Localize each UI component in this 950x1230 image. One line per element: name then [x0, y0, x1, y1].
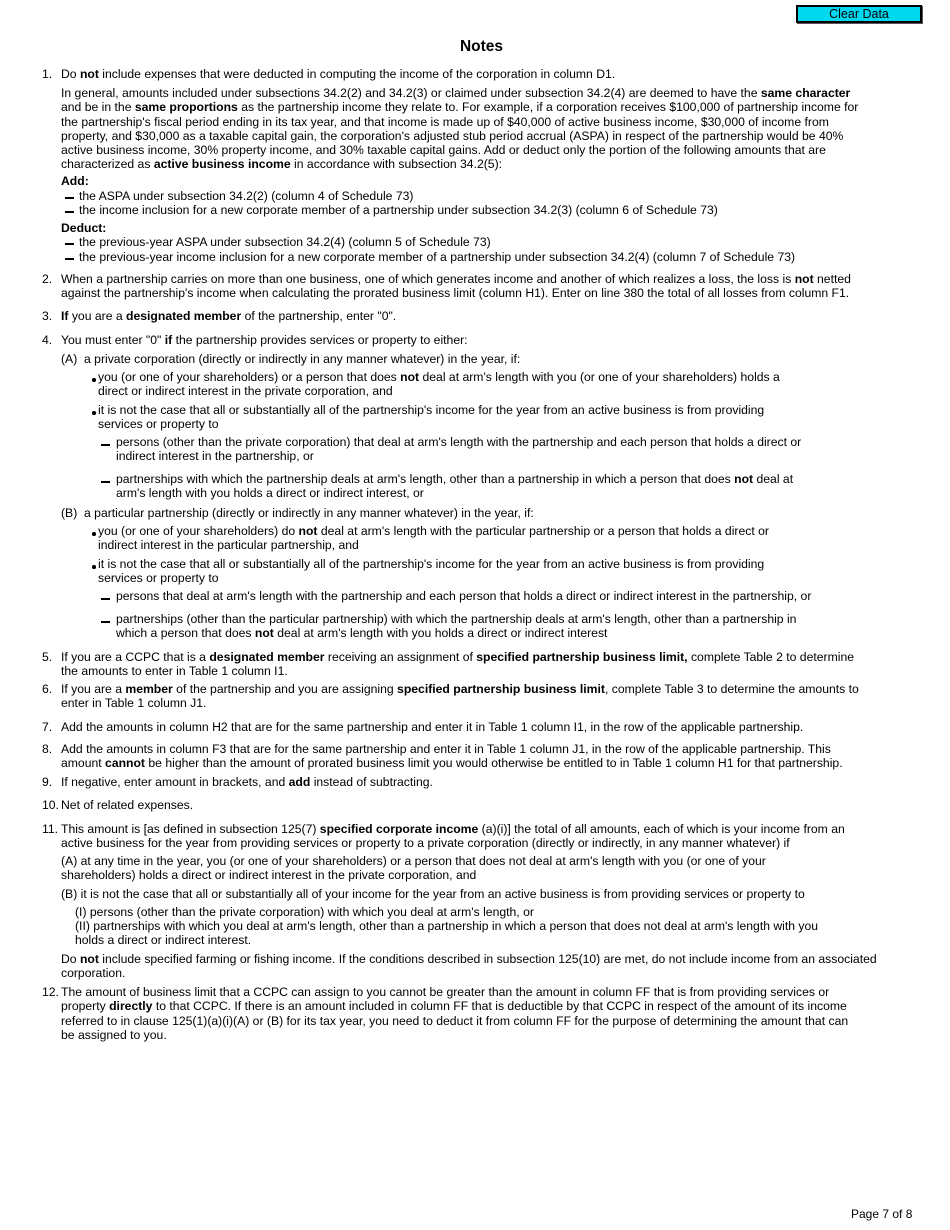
dash-marker — [65, 258, 74, 260]
note-number: 5. — [42, 650, 53, 664]
note-9-text: If negative, enter amount in brackets, and add instead of subtracting. — [61, 775, 433, 789]
note-1-paragraph: In general, amounts included under subsections 34.2(2) and 34.2(3) or claimed under subsection 34.2(4) are deemed to have the same character and be in the same proportions as the partnership income they relate to. For example, if a corporation receives $100,000 of partnership income for the partnership's fiscal period ending in its tax year, and that income is made up of $40,000 of active business income, $30,000 of income from property, and $30,000 as a taxable capital gain, the corporation's adjusted stub period accrual (ASPA) in respect of the partnership would be 40% active business income, 30% property income, and 30% taxable capital gains. Add or deduct only the portion of the following amounts that are characterized as active business income in accordance with subsection 34.2(5): — [61, 86, 859, 172]
note-number: 9. — [42, 775, 53, 789]
sub-text: a private corporation (directly or indirectly in any manner whatever) in the year, if: — [84, 352, 521, 366]
note-5-text: If you are a CCPC that is a designated member receiving an assignment of specified partnership business limit, complete Table 2 to determine the amounts to enter in Table 1 column I1. — [61, 650, 854, 679]
note-11-text: This amount is [as defined in subsection 125(7) specified corporate income (a)(i)] the total of all amounts, each of which is your income from an active business for the year from providing services or property to a private corporation (directly or indirectly, in any manner whatever) if — [61, 822, 845, 851]
note-number: 2. — [42, 272, 53, 286]
add-heading: Add: — [61, 174, 89, 188]
dash-marker — [65, 197, 74, 199]
note-number: 12. — [42, 985, 59, 999]
dash-item: persons that deal at arm's length with the partnership and each person that holds a direct or indirect interest in the partnership, or — [116, 589, 812, 603]
page-number: Page 7 of 8 — [851, 1207, 913, 1221]
sub-text: a particular partnership (directly or indirectly in any manner whatever) in the year, if: — [84, 506, 534, 520]
sub-label-a: (A) — [61, 352, 78, 366]
dash-item: persons (other than the private corporation) that deal at arm's length with the partnership and each person that holds a direct or indirect interest in the partnership, or — [116, 435, 802, 464]
note-number: 6. — [42, 682, 53, 696]
add-item: the income inclusion for a new corporate member of a partnership under subsection 34.2(3) (column 6 of Schedule 73) — [79, 203, 718, 217]
deduct-item: the previous-year income inclusion for a new corporate member of a partnership under subsection 34.2(4) (column 7 of Schedule 73) — [79, 250, 796, 264]
note-6-text: If you are a member of the partnership and you are assigning specified partnership business limit, complete Table 3 to determine the amounts to enter in Table 1 column J1. — [61, 682, 859, 711]
note-11-subclause-i: (I) persons (other than the private corporation) with which you deal at arm's length, or — [75, 905, 534, 919]
dash-marker — [65, 211, 74, 213]
bullet-item: you (or one of your shareholders) do not deal at arm's length with the particular partnership or a person that holds a direct or indirect interest in the particular partnership, and — [98, 524, 769, 553]
note-number: 7. — [42, 720, 53, 734]
note-11-clause-a: (A) at any time in the year, you (or one of your shareholders) or a person that does not deal at arm's length with you (or one of your shareholders) holds a direct or indirect interest in the private corporation, and — [61, 854, 766, 883]
note-11-subclause-ii: (II) partnerships with which you deal at arm's length, other than a partnership in which a person that does not deal at arm's length with you holds a direct or indirect interest. — [75, 919, 819, 948]
note-number: 8. — [42, 742, 53, 756]
add-item: the ASPA under subsection 34.2(2) (column 4 of Schedule 73) — [79, 189, 414, 203]
dash-item: partnerships with which the partnership deals at arm's length, other than a partnership in which a person that does not deal at arm's length with you holds a direct or indirect interest, or — [116, 472, 794, 501]
note-10-text: Net of related expenses. — [61, 798, 194, 812]
note-12-text: The amount of business limit that a CCPC can assign to you cannot be greater than the amount in column FF that is from providing services or property directly to that CCPC. If there is an amount included in column FF that is deductible by that CCPC in respect of the amount of its income referred to in clause 125(1)(a)(i)(A) or (B) for its tax year, you need to deduct it from column FF for the purpose of determining the amount that can be assigned to you. — [61, 985, 849, 1042]
note-8-text: Add the amounts in column F3 that are for the same partnership and enter it in Table 1 column J1, in the row of the applicable partnership. This amount cannot be higher than the amount of prorated business limit you would otherwise be entitled to in Table 1 column H1 for that partnership. — [61, 742, 843, 771]
note-number: 3. — [42, 309, 53, 323]
deduct-heading: Deduct: — [61, 221, 107, 235]
sub-label-b: (B) — [61, 506, 78, 520]
note-1-line: Do not include expenses that were deducted in computing the income of the corporation in column D1. — [61, 67, 616, 81]
bullet-item: it is not the case that all or substantially all of the partnership's income for the year from an active business is from providing services or property to — [98, 403, 765, 432]
dash-marker — [101, 481, 110, 483]
dash-marker — [101, 444, 110, 446]
clear-data-button[interactable]: Clear Data — [796, 5, 922, 23]
note-number: 1. — [42, 67, 53, 81]
note-number: 10. — [42, 798, 59, 812]
dash-marker — [65, 243, 74, 245]
bullet-marker — [92, 565, 96, 569]
bullet-marker — [92, 378, 96, 382]
dash-marker — [101, 598, 110, 600]
note-7-text: Add the amounts in column H2 that are for the same partnership and enter it in Table 1 column I1, in the row of the applicable partnership. — [61, 720, 804, 734]
note-2-text: When a partnership carries on more than one business, one of which generates income and another of which realizes a loss, the loss is not netted against the partnership's income when calculating the prorated business limit (column H1). Enter on line 380 the total of all losses from column F1. — [61, 272, 851, 301]
bullet-marker — [92, 532, 96, 536]
deduct-item: the previous-year ASPA under subsection 34.2(4) (column 5 of Schedule 73) — [79, 235, 491, 249]
bullet-item: it is not the case that all or substantially all of the partnership's income for the year from an active business is from providing services or property to — [98, 557, 765, 586]
note-4-intro: You must enter "0" if the partnership provides services or property to either: — [61, 333, 468, 347]
dash-marker — [101, 621, 110, 623]
bullet-marker — [92, 411, 96, 415]
note-number: 11. — [42, 822, 59, 836]
note-3-text: If you are a designated member of the partnership, enter "0". — [61, 309, 397, 323]
note-11-closing: Do not include specified farming or fishing income. If the conditions described in subsection 125(10) are met, do not include income from an associated corporation. — [61, 952, 877, 981]
note-11-clause-b: (B) it is not the case that all or substantially all of your income for the year from an active business is from providing services or property to — [61, 887, 805, 901]
dash-item: partnerships (other than the particular partnership) with which the partnership deals at arm's length, other than a partnership in which a person that does not deal at arm's length with you holds a direct or indirect interest — [116, 612, 797, 641]
note-number: 4. — [42, 333, 53, 347]
bullet-item: you (or one of your shareholders) or a person that does not deal at arm's length with you (or one of your shareholders) holds a direct or indirect interest in the private corporation, and — [98, 370, 780, 399]
page-title: Notes — [459, 38, 504, 55]
